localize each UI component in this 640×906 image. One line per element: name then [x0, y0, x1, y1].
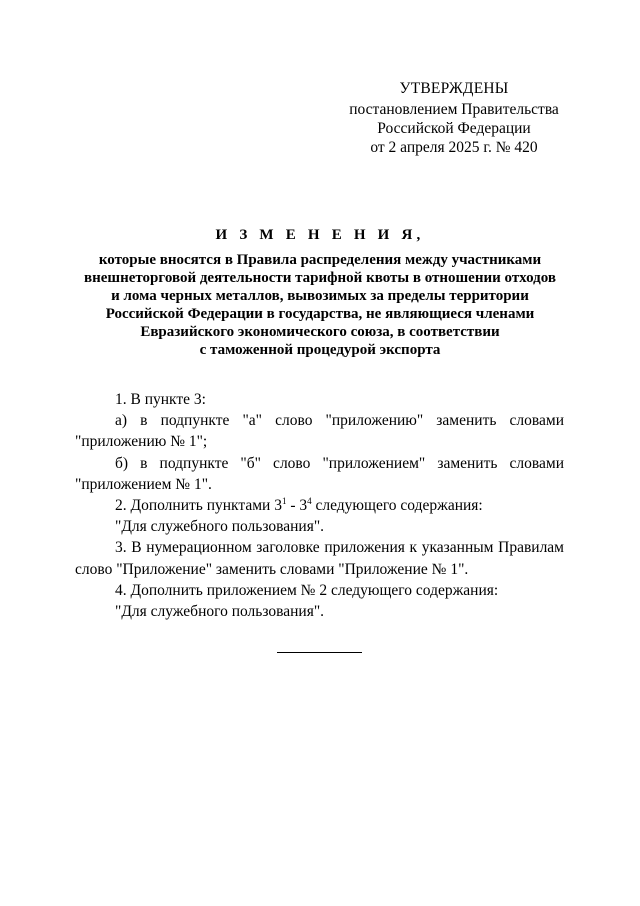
approval-block: [340, 79, 568, 157]
subtitle-line: с таможенной процедурой экспорта: [199, 342, 441, 358]
paragraph-1: 1. В пункте 3:: [115, 391, 206, 408]
paragraph-1a-line-1: а) в подпункте "а" слово "приложению" заменить словами: [115, 412, 564, 430]
end-separator-line: [277, 652, 362, 653]
subtitle-line: Российской Федерации в государства, не являющиеся членами: [105, 306, 535, 322]
paragraph-2-suffix: следующего содержания:: [311, 497, 483, 515]
paragraph-3-line-2: слово "Приложение" заменить словами "Приложение № 1".: [75, 560, 469, 578]
paragraph-2-prefix: 2. Дополнить пунктами 3: [115, 497, 282, 515]
paragraph-3-line-1: 3. В нумерационном заголовке приложения к указанным Правилам: [115, 539, 564, 557]
paragraph-1a-line-2: "приложению № 1";: [75, 433, 208, 451]
document-heading: [60, 225, 580, 359]
subtitle-line: внешнеторговой деятельности тарифной квоты в отношении отходов: [84, 270, 556, 286]
paragraph-4-quote: "Для служебного пользования".: [115, 603, 325, 621]
paragraph-2-sup-2: 4: [307, 495, 312, 506]
subtitle-line: и лома черных металлов, вывозимых за пределы территории: [111, 288, 529, 304]
document-body: [75, 389, 564, 622]
document-subtitle: [77, 251, 563, 359]
paragraph-2-quote: "Для служебного пользования".: [115, 518, 325, 536]
paragraph-2-mid: - 3: [286, 497, 308, 515]
paragraph-4: 4. Дополнить приложением № 2 следующего содержания:: [115, 581, 499, 599]
approval-line-3: от 2 апреля 2025 г. № 420: [370, 139, 538, 156]
paragraph-2: [75, 495, 564, 516]
paragraph-2-sup-1: 1: [281, 495, 287, 506]
subtitle-line: которые вносятся в Правила распределения между участниками: [98, 252, 542, 268]
paragraph-1b-line-2: "приложением № 1".: [75, 475, 212, 493]
subtitle-line: Евразийского экономического союза, в соответствии: [140, 324, 500, 340]
approval-line-2: Российской Федерации: [377, 120, 531, 137]
paragraph-1b-line-1: б) в подпункте "б" слово "приложением" заменить словами: [115, 454, 564, 472]
approval-line-1: постановлением Правительства: [349, 101, 559, 118]
approval-stamp: УТВЕРЖДЕНЫ: [399, 80, 509, 97]
document-title: И З М Е Н Е Н И Я,: [215, 227, 425, 243]
